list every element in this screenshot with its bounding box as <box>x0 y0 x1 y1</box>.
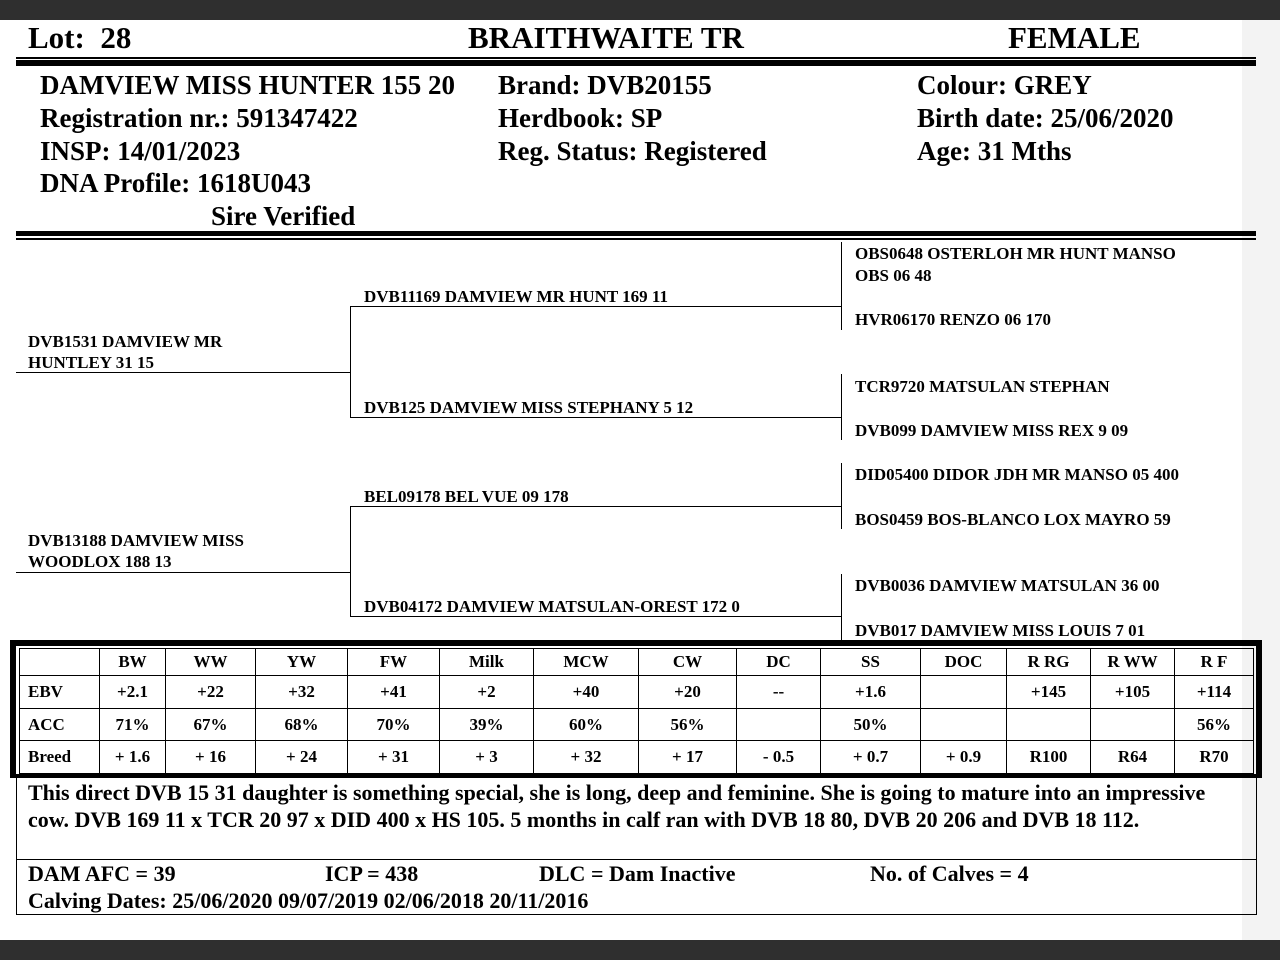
breed-cell: + 0.9 <box>921 741 1007 774</box>
ds-bracket <box>841 463 842 529</box>
ebv-col-fw: FW <box>348 649 440 676</box>
breed-cell: R64 <box>1091 741 1175 774</box>
ebv-col-cw: CW <box>639 649 737 676</box>
breed-cell: + 0.7 <box>821 741 921 774</box>
breed-cell: R100 <box>1007 741 1091 774</box>
ebv-col-ww: WW <box>166 649 256 676</box>
ebv-cell: +2 <box>440 676 534 709</box>
ebv-header-row <box>20 649 1254 676</box>
lot-label-text: Lot: <box>28 20 85 55</box>
pedigree-sss-line2: OBS 06 48 <box>855 266 932 285</box>
ebv-row <box>20 676 1254 709</box>
acc-cell: 67% <box>166 708 256 741</box>
pedigree-ddd: DVB017 DAMVIEW MISS LOUIS 7 01 <box>855 621 1146 640</box>
registration-number: Registration nr.: 591347422 <box>40 103 358 133</box>
info-rule-thick <box>16 231 1256 236</box>
breed-cell: R70 <box>1175 741 1254 774</box>
birth-date: Birth date: 25/06/2020 <box>917 103 1174 133</box>
breed-cell: + 17 <box>639 741 737 774</box>
ebv-col-rf: R F <box>1175 649 1254 676</box>
ebv-col-rww: R WW <box>1091 649 1175 676</box>
ebv-cell: +20 <box>639 676 737 709</box>
breed-cell: + 1.6 <box>100 741 166 774</box>
ebv-cell: +114 <box>1175 676 1254 709</box>
header-rule-thick <box>16 60 1256 66</box>
description-comment: This direct DVB 15 31 daughter is something special, she is long, deep and feminine. She is going to mature into an impressive cow. DVB 169 11 x TCR 20 97 x DID 400 x HS 105. 5 months in calf ran with DVB 18 80, DVB 20 206 and DVB 18 112. <box>28 780 1206 832</box>
pedigree-dsd: BOS0459 BOS-BLANCO LOX MAYRO 59 <box>855 510 1171 529</box>
acc-row <box>20 708 1254 741</box>
info-rule-thin <box>16 238 1256 240</box>
colour: Colour: GREY <box>917 70 1092 100</box>
lot-number: 28 <box>100 20 132 55</box>
ebv-cell: +41 <box>348 676 440 709</box>
pedigree-dss: DID05400 DIDOR JDH MR MANSO 05 400 <box>855 465 1179 484</box>
breed-cell: - 0.5 <box>737 741 821 774</box>
breed-cell: + 3 <box>440 741 534 774</box>
acc-cell <box>921 708 1007 741</box>
ebv-frame-right <box>1256 640 1262 778</box>
pedigree-sire-dam: DVB125 DAMVIEW MISS STEPHANY 5 12 <box>364 398 694 417</box>
animal-name: DAMVIEW MISS HUNTER 155 20 <box>40 70 456 100</box>
ebv-table <box>19 648 1254 774</box>
breed-cell: + 16 <box>166 741 256 774</box>
owner-name: BRAITHWAITE TR <box>468 20 744 55</box>
acc-cell: 71% <box>100 708 166 741</box>
ebv-col-bw: BW <box>100 649 166 676</box>
dam-bracket <box>350 506 351 617</box>
ebv-col-blank <box>20 649 100 676</box>
acc-cell: 60% <box>534 708 639 741</box>
sire-verified: Sire Verified <box>211 201 356 231</box>
ebv-cell: -- <box>737 676 821 709</box>
breed-cell: + 31 <box>348 741 440 774</box>
pedigree-ssd: HVR06170 RENZO 06 170 <box>855 310 1051 329</box>
bottom-dark-bar <box>0 940 1280 960</box>
number-of-calves: No. of Calves = 4 <box>870 861 1029 886</box>
sire-bracket <box>350 306 351 418</box>
ebv-cell: +40 <box>534 676 639 709</box>
dd-bracket <box>841 574 842 640</box>
ebv-frame-top <box>10 640 1262 646</box>
comment-box-bottom <box>16 914 1257 915</box>
breed-cell: + 24 <box>256 741 348 774</box>
pedigree-sss-line1: OBS0648 OSTERLOH MR HUNT MANSO <box>855 244 1176 263</box>
calving-dates: Calving Dates: 25/06/2020 09/07/2019 02/06/2018 20/11/2016 <box>28 888 589 913</box>
ebv-col-ss: SS <box>821 649 921 676</box>
ebv-col-doc: DOC <box>921 649 1007 676</box>
ebv-cell: +22 <box>166 676 256 709</box>
brand: Brand: DVB20155 <box>498 70 712 100</box>
pedigree-dds: DVB0036 DAMVIEW MATSULAN 36 00 <box>855 576 1160 595</box>
ebv-col-mcw: MCW <box>534 649 639 676</box>
pedigree-sire-sire: DVB11169 DAMVIEW MR HUNT 169 11 <box>364 287 668 306</box>
pedigree-sire-line2: HUNTLEY 31 15 <box>28 353 154 372</box>
acc-cell <box>737 708 821 741</box>
dam-afc: DAM AFC = 39 <box>28 861 176 886</box>
acc-cell: 56% <box>1175 708 1254 741</box>
icp: ICP = 438 <box>325 861 419 886</box>
ebv-row-label: EBV <box>20 676 100 709</box>
dna-profile: DNA Profile: 1618U043 <box>40 168 311 198</box>
acc-cell: 50% <box>821 708 921 741</box>
pedigree-sds: TCR9720 MATSULAN STEPHAN <box>855 377 1110 396</box>
sex-label: FEMALE <box>1008 20 1141 55</box>
age: Age: 31 Mths <box>917 136 1072 166</box>
acc-row-label: ACC <box>20 708 100 741</box>
dam-underline <box>16 572 351 573</box>
sd-bracket <box>841 374 842 440</box>
acc-cell: 70% <box>348 708 440 741</box>
acc-cell: 39% <box>440 708 534 741</box>
ebv-col-yw: YW <box>256 649 348 676</box>
ebv-cell: +2.1 <box>100 676 166 709</box>
insp-date: INSP: 14/01/2023 <box>40 136 241 166</box>
ebv-cell <box>921 676 1007 709</box>
herdbook: Herdbook: SP <box>498 103 663 133</box>
acc-cell <box>1091 708 1175 741</box>
ebv-cell: +1.6 <box>821 676 921 709</box>
reg-status: Reg. Status: Registered <box>498 136 767 166</box>
header-rule-thin <box>16 57 1256 59</box>
ebv-frame-bottom <box>10 774 1262 778</box>
pedigree-dam-dam: DVB04172 DAMVIEW MATSULAN-OREST 172 0 <box>364 597 740 616</box>
breed-row <box>20 741 1254 774</box>
acc-cell: 68% <box>256 708 348 741</box>
ebv-cell: +32 <box>256 676 348 709</box>
pedigree-dam-line1: DVB13188 DAMVIEW MISS <box>28 531 244 550</box>
acc-cell: 56% <box>639 708 737 741</box>
comment-box-right <box>1256 778 1257 915</box>
lot-label <box>28 20 131 56</box>
sire-underline <box>16 372 351 373</box>
pedigree-sire-line1: DVB1531 DAMVIEW MR <box>28 332 223 351</box>
top-dark-bar <box>0 0 1280 20</box>
ebv-frame-left <box>10 640 16 778</box>
acc-cell <box>1007 708 1091 741</box>
breed-row-label: Breed <box>20 741 100 774</box>
pedigree-sdd: DVB099 DAMVIEW MISS REX 9 09 <box>855 421 1129 440</box>
comment-box-divider <box>16 859 1257 860</box>
ebv-col-dc: DC <box>737 649 821 676</box>
breed-cell: + 32 <box>534 741 639 774</box>
pedigree-dam-line2: WOODLOX 188 13 <box>28 552 172 571</box>
ss-bracket <box>841 242 842 330</box>
ebv-col-rrg: R RG <box>1007 649 1091 676</box>
pedigree-dam-sire: BEL09178 BEL VUE 09 178 <box>364 487 569 506</box>
ebv-col-milk: Milk <box>440 649 534 676</box>
ebv-cell: +105 <box>1091 676 1175 709</box>
ebv-cell: +145 <box>1007 676 1091 709</box>
comment-box-left <box>16 778 17 915</box>
dlc-status: DLC = Dam Inactive <box>539 861 736 886</box>
